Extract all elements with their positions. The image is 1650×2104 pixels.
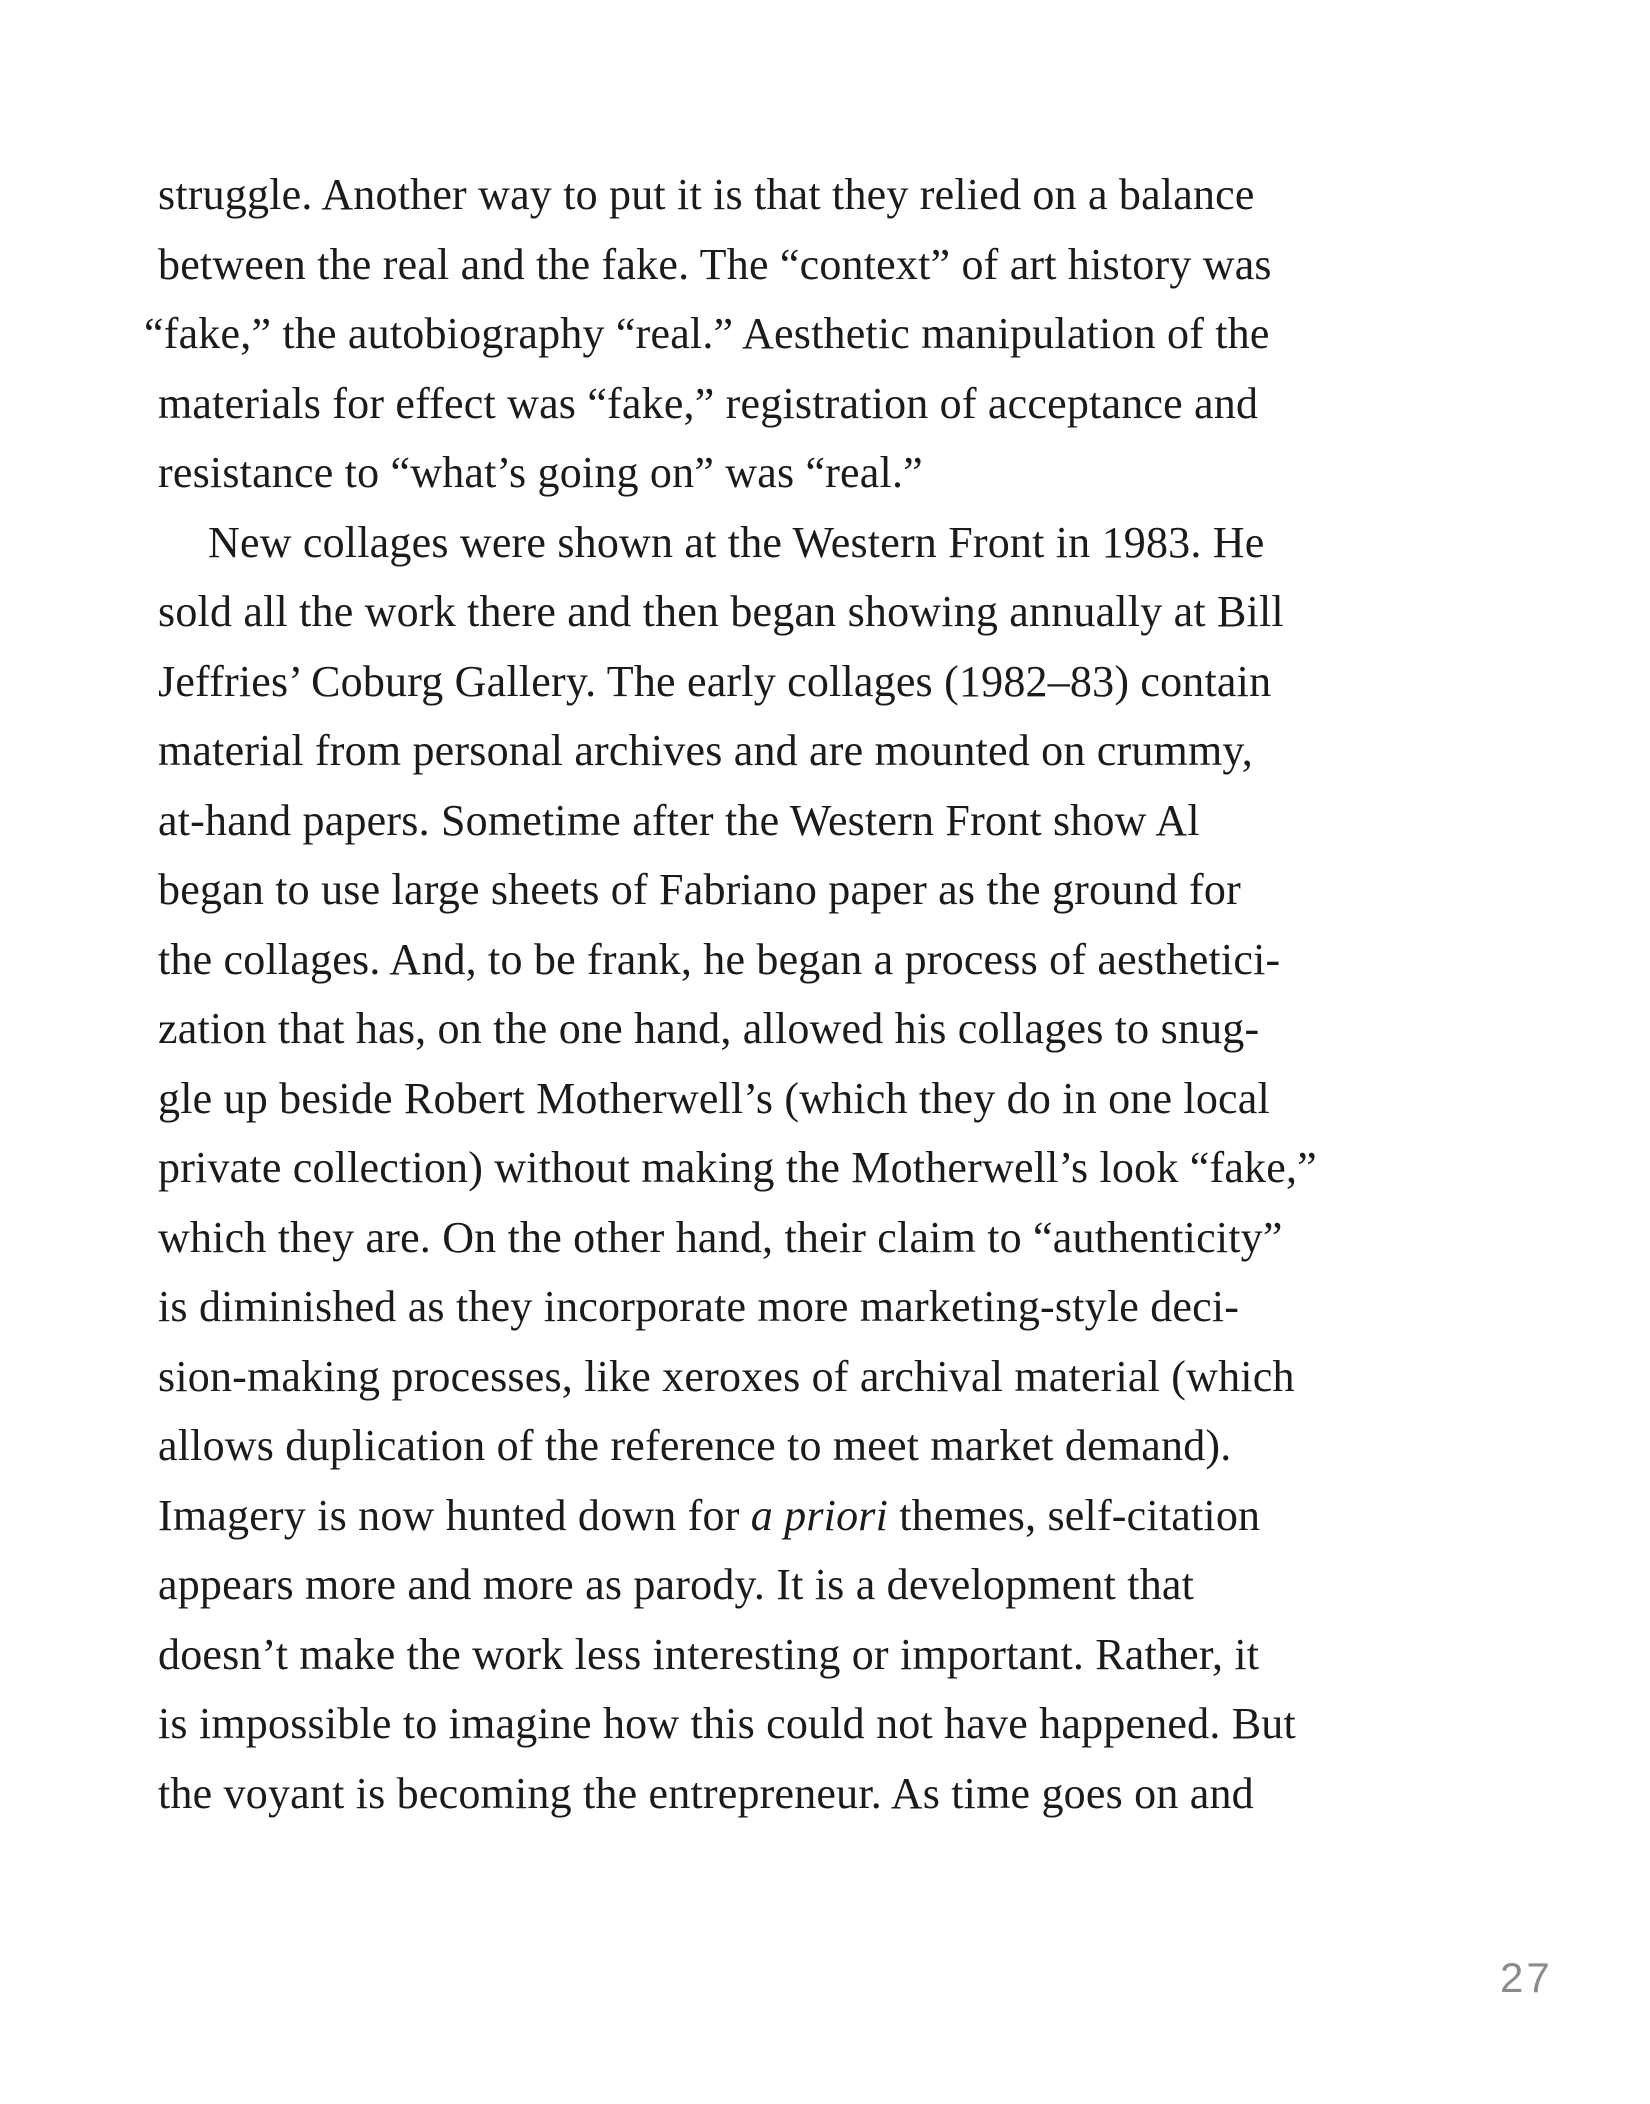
text-segment: Jeffries’ Coburg Gallery. The early collages (1982–83) contain [158,656,1272,706]
text-segment: began to use large sheets of Fabriano paper as the ground for [158,865,1241,914]
text-line [158,1411,1538,1481]
text-segment: private collection) without making the Motherwell’s look “fake,” [158,1143,1317,1192]
text-line [158,925,1538,995]
text-segment: Imagery is now hunted down for [158,1490,751,1540]
text-line [158,508,1538,578]
text-segment: appears more and more as parody. It is a development that [158,1560,1195,1609]
text-segment: struggle. Another way to put it is that they relied on a balance [158,170,1255,219]
text-line [158,1133,1538,1203]
text-line [158,1064,1538,1134]
text-line [158,577,1538,647]
text-line [158,786,1538,856]
text-segment: material from personal archives and are mounted on crummy, [158,726,1253,775]
text-segment: the collages. And, to be frank, he began a process of aesthetici- [158,934,1281,984]
text-line [158,647,1538,717]
text-line [158,1203,1538,1273]
text-line [144,299,1538,369]
text-segment: sion-making processes, like xeroxes of archival material (which [158,1351,1295,1401]
text-segment: gle up beside Robert Motherwell’s (which they do in one local [158,1073,1270,1123]
text-segment: sold all the work there and then began showing annually at Bill [158,587,1284,636]
text-line [158,1342,1538,1412]
text-segment: resistance to “what’s going on” was “real.” [158,448,923,497]
text-line [158,716,1538,786]
italic-text-segment: a priori [750,1490,889,1540]
text-segment: between the real and the fake. The “context” of art history was [158,239,1272,289]
text-block [144,160,1538,1828]
text-segment: New collages were shown at the Western Front in 1983. He [208,517,1265,567]
text-line [158,438,1538,508]
text-segment: is diminished as they incorporate more marketing-style deci- [158,1282,1240,1331]
text-line [158,160,1538,230]
text-segment: at-hand papers. Sometime after the Western Front show Al [158,795,1200,845]
page-number: 27 [1500,1954,1553,2001]
text-segment: the voyant is becoming the entrepreneur. As time goes on and [158,1768,1254,1818]
text-line [158,1689,1538,1759]
text-line [158,1481,1538,1551]
text-segment: is impossible to imagine how this could not have happened. But [158,1699,1296,1748]
text-segment: zation that has, on the one hand, allowed his collages to snug- [158,1004,1260,1053]
text-segment: materials for effect was “fake,” registration of acceptance and [158,378,1259,428]
text-line [158,994,1538,1064]
text-line [158,369,1538,439]
text-line [158,1620,1538,1690]
text-line [158,1272,1538,1342]
text-segment: allows duplication of the reference to meet market demand). [158,1421,1232,1470]
text-line [158,1550,1538,1620]
text-segment: doesn’t make the work less interesting or important. Rather, it [158,1629,1260,1679]
text-line [158,230,1538,300]
text-segment: “fake,” the autobiography “real.” Aesthetic manipulation of the [144,309,1270,358]
text-line [158,1759,1538,1829]
text-segment: themes, self-citation [888,1490,1261,1540]
text-line [158,855,1538,925]
text-segment: which they are. On the other hand, their claim to “authenticity” [158,1212,1283,1262]
